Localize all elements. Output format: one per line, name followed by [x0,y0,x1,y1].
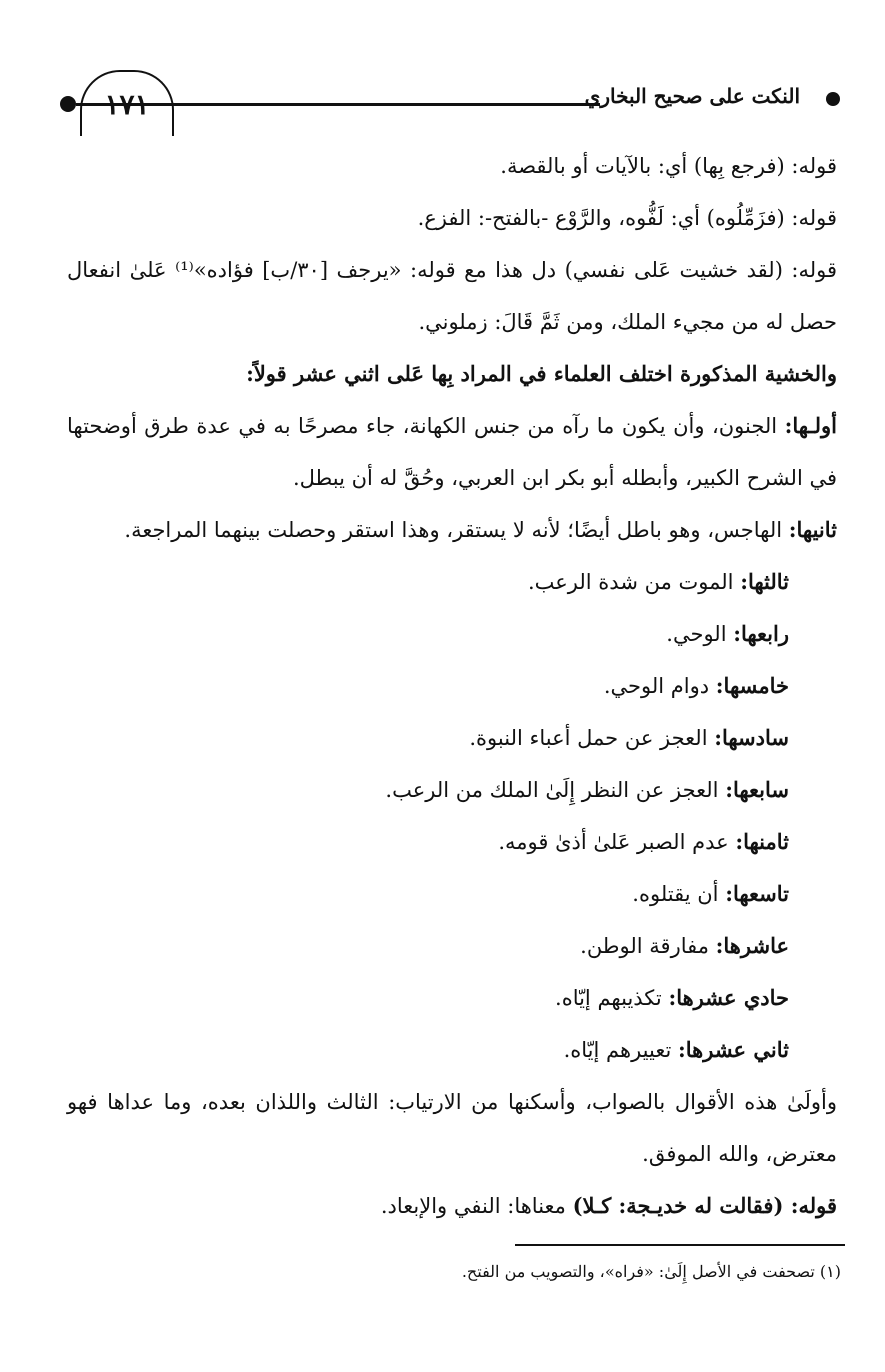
list-item [67,972,837,1024]
paragraph-text: معناها: النفي والإبعاد. [380,1194,573,1218]
list-item-lead: خامسها: [715,673,789,698]
page-header [58,64,840,144]
list-item-text: الوحي. [666,622,734,646]
paragraph-text: والخشية المذكورة اختلف العلماء في المراد بِها عَلى اثني عشر قولاً: [246,361,837,386]
list-item-lead: رابعها: [733,621,789,646]
running-title: النكت على صحيح البخاري [584,84,800,108]
paragraph [67,192,837,244]
paragraph-text: قوله: (فزَمِّلُوه) أي: لَفُّوه، والرَّوْع -بالفتح-: الفزع. [417,206,837,230]
list-item-lead: ثاني عشرها: [678,1037,789,1062]
section-heading [67,348,837,400]
paragraph [67,1076,837,1180]
list-item-text: الموت من شدة الرعب. [527,570,741,594]
paragraph-text: الجنون، وأن يكون ما رآه من جنس الكهانة، جاء مصرحًا به في عدة طرق أوضحتها في الشرح الكبير، وأبطله أبو بكر ابن العربي، وحُقَّ له أن يبطل. [67,414,837,490]
paragraph-text: الهاجس، وهو باطل أيضًا؛ لأنه لا يستقر، وهذا استقر وحصلت بينهما المراجعة. [124,518,789,542]
header-ornament-dot [60,96,76,112]
paragraph-lead: أولـها: [784,413,837,438]
list-item-lead: حادي عشرها: [668,985,789,1010]
paragraph-text: وأولَىٰ هذه الأقوال بالصواب، وأسكنها من الارتياب: الثالث واللذان بعده، وما عداها فهو معترض، والله الموفق. [67,1090,837,1166]
list-item-text: أن يقتلوه. [632,882,726,906]
list-item-text: تعييرهم إيّاه. [563,1038,679,1062]
list-item-lead: سابعها: [725,777,789,802]
list-item-lead: تاسعها: [725,881,789,906]
paragraph [67,244,837,348]
list-item [67,868,837,920]
list-item-lead: سادسها: [714,725,789,750]
list-item [67,660,837,712]
paragraph [67,504,837,556]
paragraph [67,1180,837,1232]
list-item-text: العجز عن حمل أعباء النبوة. [469,726,715,750]
footnote: (١) تصحفت في الأصل إِلَىٰ: «فراه»، والتصويب من الفتح. [461,1262,841,1281]
paragraph-lead: قوله: (فقالت له خديـجة: كـلا) [572,1193,837,1218]
list-item-text: تكذيبهم إيّاه. [555,986,669,1010]
opinions-list [67,556,837,1076]
main-text [67,140,837,1232]
list-item-text: مفارقة الوطن. [580,934,716,958]
list-item-text: عدم الصبر عَلىٰ أذىٰ قومه. [498,830,736,854]
page-number: ١٧١ [80,70,174,136]
paragraph-text: قوله: (لقد خشيت عَلى نفسي) دل هذا مع قوله: «يرجف [٣٠/ب] فؤاده»⁽¹⁾ عَلىٰ انفعال حصل له من مجيء الملك، ومن ثَمَّ قَالَ: زملوني. [67,258,837,334]
list-item-lead: ثالثها: [740,569,789,594]
paragraph [67,140,837,192]
list-item [67,556,837,608]
paragraph-lead: ثانيها: [788,517,837,542]
list-item [67,920,837,972]
header-rule [168,103,600,106]
list-item-lead: عاشرها: [715,933,789,958]
list-item [67,608,837,660]
list-item-lead: ثامنها: [735,829,789,854]
footnote-separator [515,1244,845,1246]
list-item [67,764,837,816]
list-item [67,816,837,868]
header-ornament-dot [826,92,840,106]
paragraph [67,400,837,504]
list-item-text: العجز عن النظر إِلَىٰ الملك من الرعب. [385,778,726,802]
list-item-text: دوام الوحي. [603,674,716,698]
list-item [67,1024,837,1076]
list-item [67,712,837,764]
paragraph-text: قوله: (فرجع بِها) أي: بالآيات أو بالقصة. [500,154,837,178]
